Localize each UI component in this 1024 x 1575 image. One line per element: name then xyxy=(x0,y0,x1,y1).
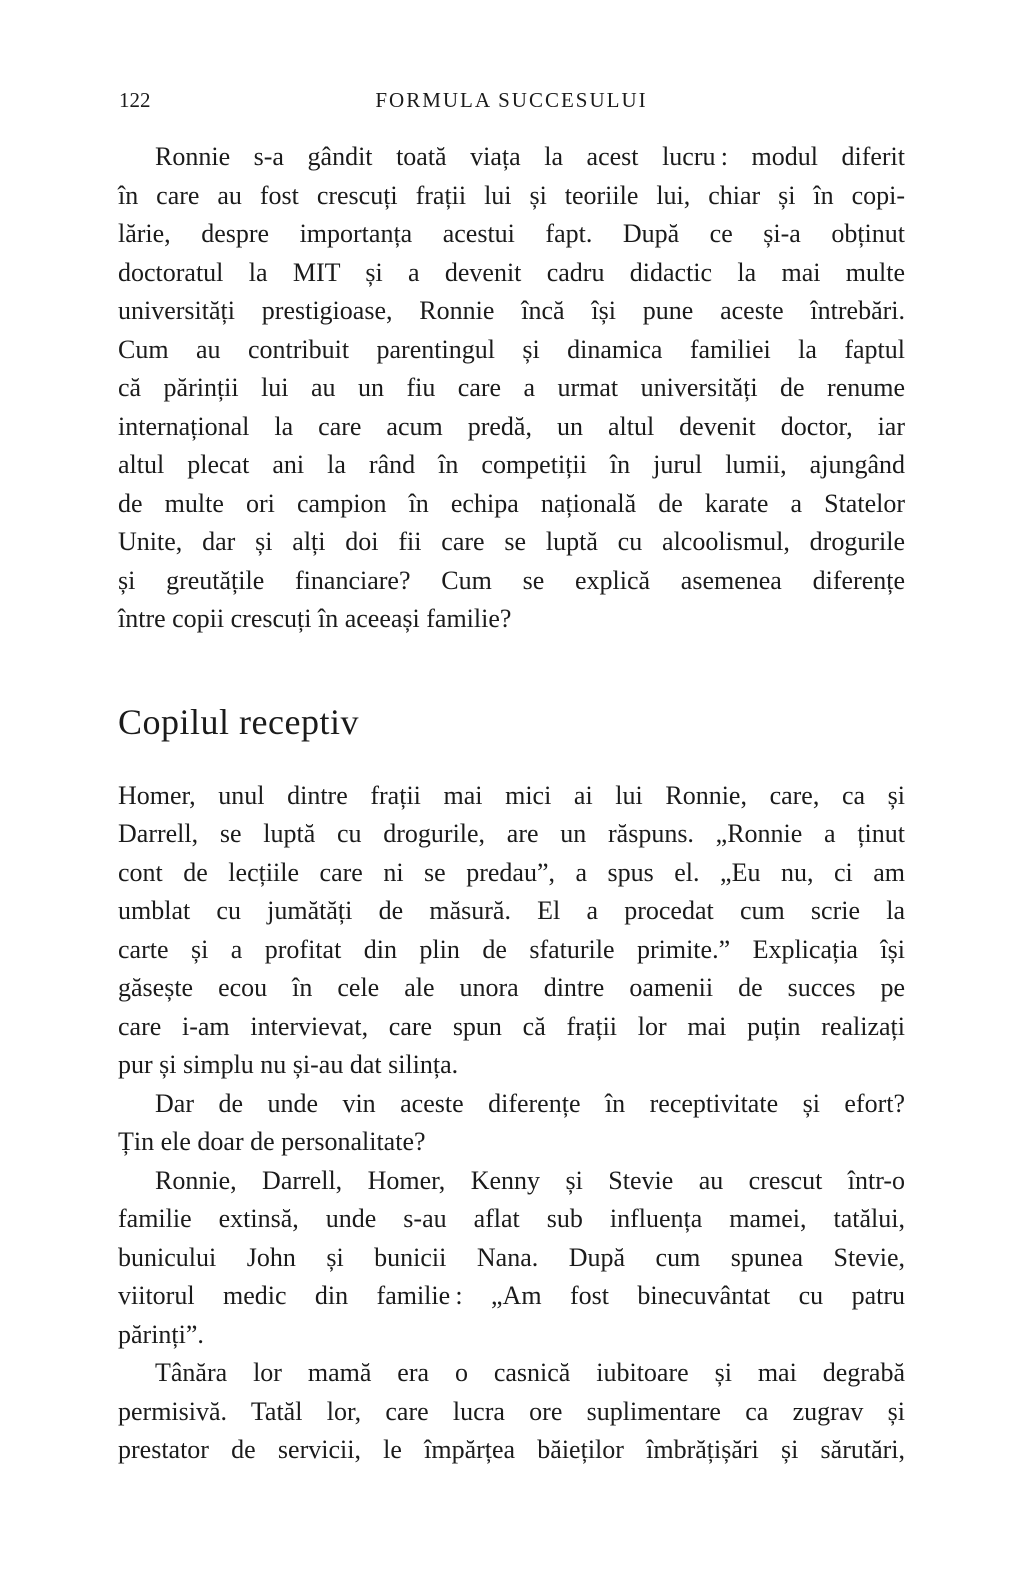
text-line: carte și a profitat din plin de sfaturile primite.” Explicația își xyxy=(118,934,905,964)
text-block xyxy=(118,88,905,1470)
text-line: prestator de servicii, le împărțea băieților îmbrățișări și sărutări, xyxy=(118,1435,905,1464)
text-line: universități prestigioase, Ronnie încă își pune aceste întrebări. xyxy=(118,296,905,325)
page-header xyxy=(118,88,905,112)
text-line: că părinții lui au un fiu care a urmat universități de renume xyxy=(118,373,905,402)
text-line: între copii crescuți în aceeași familie? xyxy=(118,604,512,633)
text-line: familie extinsă, unde s-au aflat sub influența mamei, tatălui, xyxy=(118,1204,905,1233)
paragraph xyxy=(118,1085,905,1162)
text-line: umblat cu jumătăți de măsură. El a procedat cum scrie la xyxy=(118,896,905,925)
text-line: cont de lecțiile care ni se predau”, a spus el. „Eu nu, ci am xyxy=(118,857,905,887)
paragraph xyxy=(118,1354,905,1470)
paragraph xyxy=(118,138,905,639)
text-line: Țin ele doar de personalitate? xyxy=(118,1127,426,1156)
running-title: FORMULA SUCCESULUI xyxy=(375,88,648,112)
text-line: altul plecat ani la rând în competiții în jurul lumii, ajungând xyxy=(118,450,905,479)
text-line: Darrell, se luptă cu drogurile, are un răspuns. „Ronnie a ținut xyxy=(118,819,905,848)
text-line: Ronnie, Darrell, Homer, Kenny și Stevie au crescut într-o xyxy=(155,1165,905,1195)
paragraph xyxy=(118,1162,905,1355)
text-line: internațional la care acum predă, un altul devenit doctor, iar xyxy=(118,411,905,441)
text-line: în care au fost crescuți frații lui și teoriile lui, chiar și în copi- xyxy=(118,180,905,210)
text-line: care i-am intervievat, care spun că frații lor mai puțin realizați xyxy=(118,1011,905,1041)
text-line: găsește ecou în cele ale unora dintre oamenii de succes pe xyxy=(118,973,905,1002)
text-line: Homer, unul dintre frații mai mici ai lui Ronnie, care, ca și xyxy=(118,780,905,810)
text-line: bunicului John și bunicii Nana. După cum spunea Stevie, xyxy=(118,1242,905,1272)
text-line: pur și simplu nu și-au dat silința. xyxy=(118,1050,459,1079)
section-heading: Copilul receptiv xyxy=(118,701,359,742)
text-line: de multe ori campion în echipa națională de karate a Statelor xyxy=(118,488,905,518)
text-line: Ronnie s-a gândit toată viața la acest lucru : modul diferit xyxy=(155,142,905,171)
text-line: Tânăra lor mamă era o casnică iubitoare și mai degrabă xyxy=(155,1358,905,1387)
page-number: 122 xyxy=(119,88,151,112)
text-line: Dar de unde vin aceste diferențe în receptivitate și efort? xyxy=(155,1088,905,1118)
text-line: lărie, despre importanța acestui fapt. După ce și-a obținut xyxy=(118,219,905,248)
text-line: viitorul medic din familie : „Am fost binecuvântat cu patru xyxy=(118,1281,905,1310)
text-line: Unite, dar și alți doi fii care se luptă cu alcoolismul, drogurile xyxy=(118,527,905,556)
text-line: permisivă. Tatăl lor, care lucra ore suplimentare ca zugrav și xyxy=(118,1396,905,1426)
text-line: doctoratul la MIT și a devenit cadru didactic la mai multe xyxy=(118,257,905,287)
text-line: Cum au contribuit parentingul și dinamica familiei la faptul xyxy=(118,334,905,364)
page-body xyxy=(118,138,905,1470)
text-line: părinți”. xyxy=(118,1319,204,1349)
text-line: și greutățile financiare? Cum se explică asemenea diferențe xyxy=(118,565,905,595)
paragraph xyxy=(118,777,905,1085)
